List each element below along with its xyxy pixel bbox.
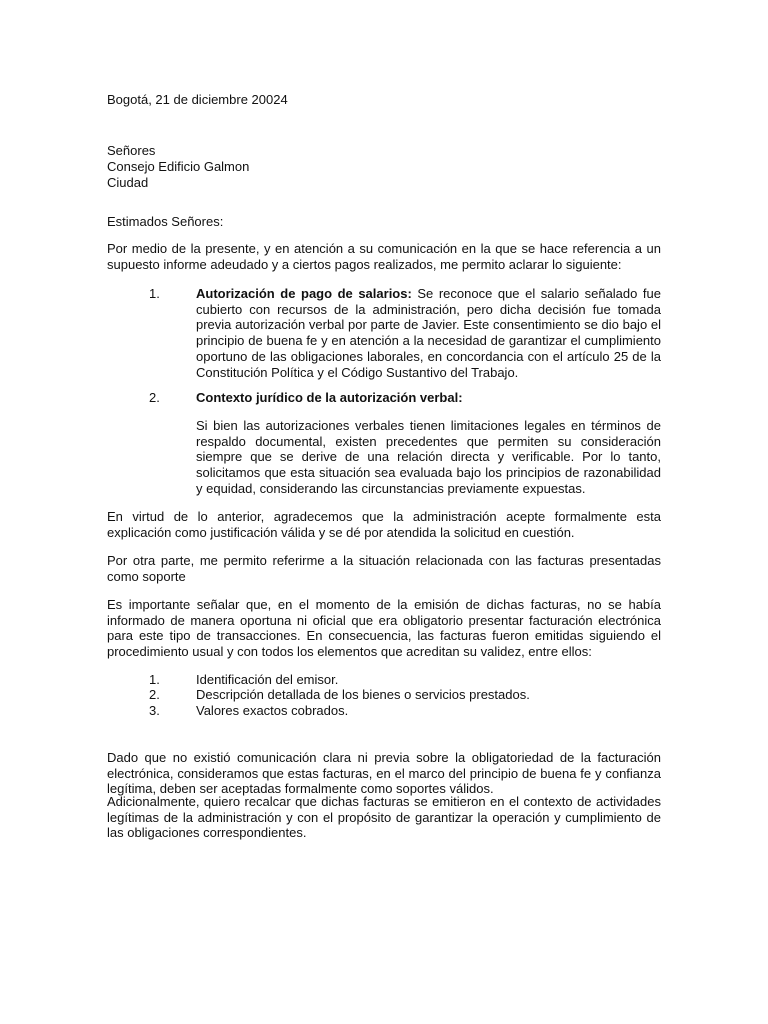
point-1-number: 1.	[149, 286, 160, 301]
point-2-heading: Contexto jurídico de la autorización verbal:	[196, 390, 463, 405]
element-3-text: Valores exactos cobrados.	[196, 703, 349, 718]
paragraph-importante: Es importante señalar que, en el momento de la emisión de dichas facturas, no se había informado de manera oportuna ni oficial que era obligatorio presentar facturación electrónica para este tipo de transacciones. En consecuencia, las facturas fueron emitidas siguiendo el procedimiento usual y con todos los elementos que acreditan su validez, entre ellos:	[107, 597, 661, 660]
recipient-line-2: Consejo Edificio Galmon	[107, 159, 250, 174]
element-3-number: 3.	[149, 703, 160, 718]
point-2-number: 2.	[149, 390, 160, 405]
intro-paragraph: Por medio de la presente, y en atención a su comunicación en la que se hace referencia a un supuesto informe adeudado y a ciertos pagos realizados, me permito aclarar lo siguiente:	[107, 241, 661, 272]
salutation: Estimados Señores:	[107, 214, 224, 229]
element-1-number: 1.	[149, 672, 160, 687]
point-1-text: Se reconoce que el salario señalado fue cubierto con recursos de la administración, pero dicha decisión fue tomada previa autorización verbal por parte de Javier. Este consentimiento se dio bajo el principio de buena fe y en atención a la necesidad de garantizar el cumplimiento oportuno de las obligaciones laborales, en concordancia con el artículo 25 de la Constitución Política y el Código Sustantivo del Trabajo.	[196, 286, 662, 380]
paragraph-adicional: Adicionalmente, quiero recalcar que dichas facturas se emitieron en el contexto de actividades legítimas de la administración y con el propósito de garantizar la operación y cumplimiento de las obligaciones correspondientes.	[107, 794, 661, 841]
recipient-line-1: Señores	[107, 143, 156, 158]
point-2-text: Si bien las autorizaciones verbales tienen limitaciones legales en términos de respaldo documental, existen precedentes que permiten su consideración siempre que se derive de una relación directa y verificable. Por lo tanto, solicitamos que esta situación sea evaluada bajo los principios de razonabilidad y equidad, considerando las circunstancias previamente expuestas.	[196, 418, 661, 496]
letter-page	[107, 0, 661, 1024]
element-2-number: 2.	[149, 687, 160, 702]
point-1-heading: Autorización de pago de salarios:	[196, 286, 412, 301]
element-2-text: Descripción detallada de los bienes o servicios prestados.	[196, 687, 530, 702]
paragraph-facturas: Por otra parte, me permito referirme a la situación relacionada con las facturas presentadas como soporte	[107, 553, 661, 584]
paragraph-virtud: En virtud de lo anterior, agradecemos que la administración acepte formalmente esta explicación como justificación válida y se dé por atendida la solicitud en cuestión.	[107, 509, 661, 540]
paragraph-dado: Dado que no existió comunicación clara ni previa sobre la obligatoriedad de la facturación electrónica, consideramos que estas facturas, en el marco del principio de buena fe y confianza legítima, deben ser aceptadas formalmente como soportes válidos.	[107, 750, 661, 797]
point-1-body	[196, 286, 661, 380]
element-1-text: Identificación del emisor.	[196, 672, 339, 687]
date-line: Bogotá, 21 de diciembre 20024	[107, 92, 288, 107]
recipient-line-3: Ciudad	[107, 175, 149, 190]
